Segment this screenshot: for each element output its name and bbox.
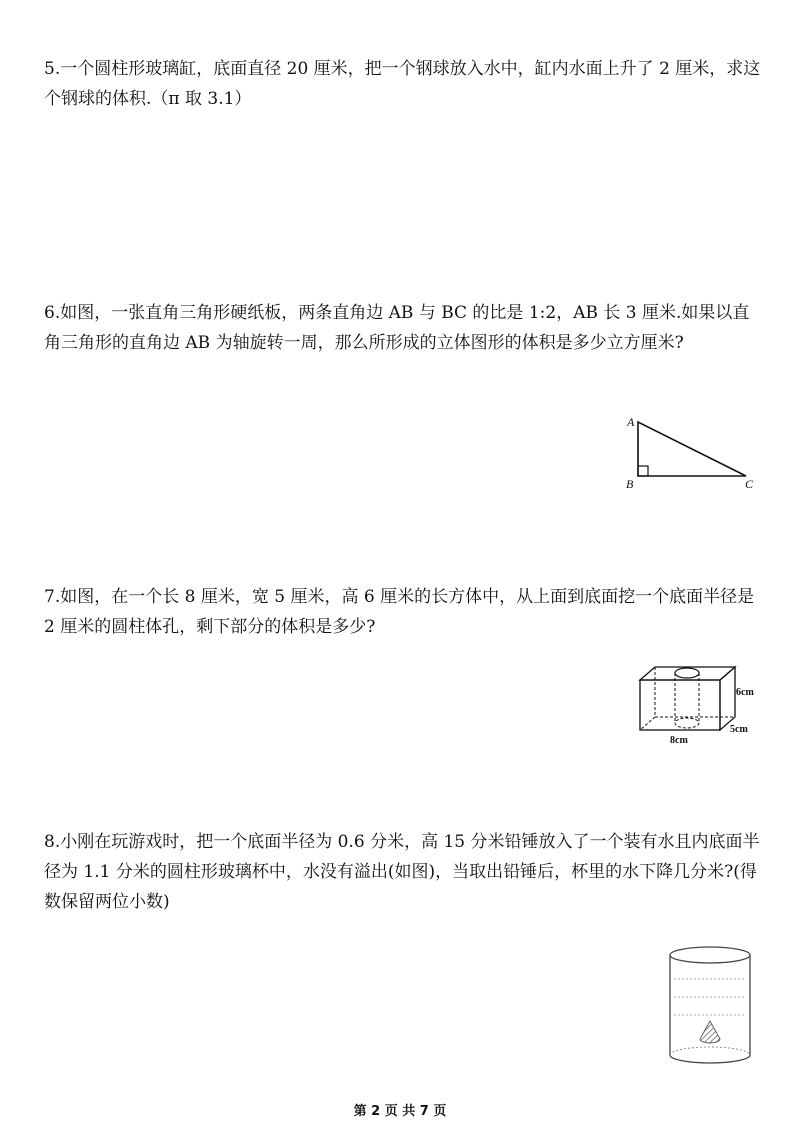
question-5 [44,54,764,114]
question-text: 如图，一张直角三角形硬纸板，两条直角边 AB 与 BC 的比是 1:2，AB 长 3 厘米.如果以直角三角形的直角边 AB 为轴旋转一周，那么所形成的立体图形的体积是多少立方厘米? [44,303,750,353]
vertex-label-b: B [626,477,634,491]
height-label: 6cm [736,687,754,698]
question-8 [44,827,764,917]
question-text: 如图，在一个长 8 厘米，宽 5 厘米，高 6 厘米的长方体中，从上面到底面挖一个底面半径是 2 厘米的圆柱体孔，剩下部分的体积是多少? [44,587,755,637]
question-number: 5. [44,59,61,79]
width-label: 5cm [730,724,748,735]
glass-cylinder-figure [660,945,760,1070]
question-text: 一个圆柱形玻璃缸，底面直径 20 厘米，把一个钢球放入水中，缸内水面上升了 2 厘米，求这个钢球的体积.（π 取 3.1） [44,59,761,109]
question-number: 8. [44,832,61,852]
question-6 [44,298,764,358]
page-footer: 第 2 页 共 7 页 [353,1104,447,1119]
question-text: 小刚在玩游戏时，把一个底面半径为 0.6 分米，高 15 分米铅锤放入了一个装有水且内底面半径为 1.1 分米的圆柱形玻璃杯中，水没有溢出(如图)，当取出铅锤后，杯里的水下降几分米?(得数保留两位小数) [44,832,760,912]
cuboid-with-hole-figure [630,655,770,750]
vertex-label-c: C [745,477,754,491]
length-label: 8cm [670,735,688,746]
question-number: 7. [44,587,61,607]
question-7 [44,582,764,642]
right-triangle-figure [618,410,768,500]
vertex-label-a: A [627,415,635,429]
question-number: 6. [44,303,61,323]
